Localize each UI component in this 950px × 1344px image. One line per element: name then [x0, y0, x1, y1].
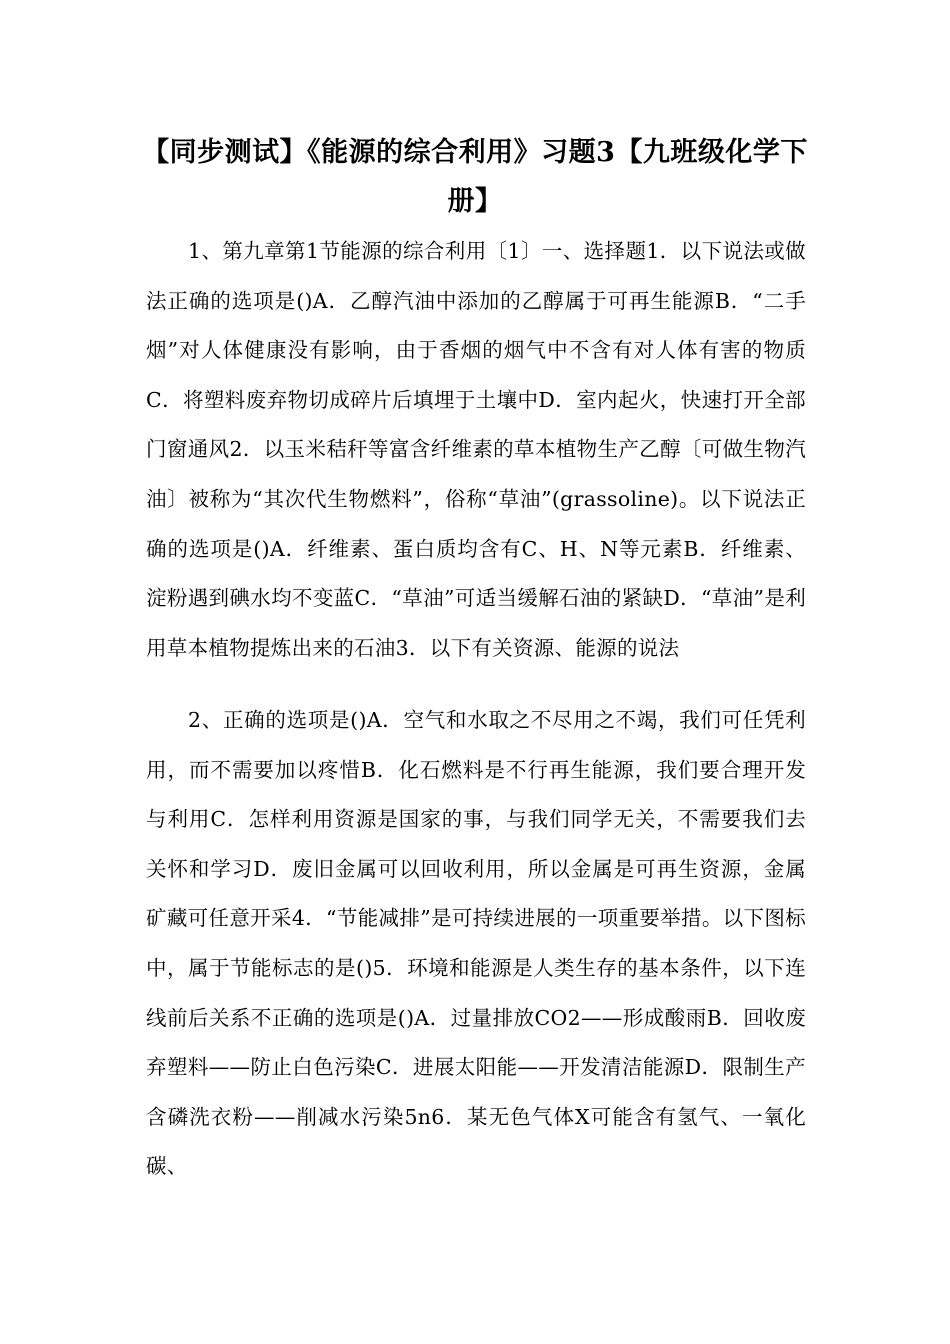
paragraph-1: 1、第九章第1节能源的综合利用〔1〕一、选择题1．以下说法或做法正确的选项是()A．乙醇汽油中添加的乙醇属于可再生能源B．“二手烟”对人体健康没有影响，由于香烟的烟气中不含有对人体有害的物质C．将塑料废弃物切成碎片后填埋于土壤中D．室内起火，快速打开全部门窗通风2．以玉米秸秆等富含纤维素的草本植物生产乙醇〔可做生物汽油〕被称为“其次代生物燃料”，俗称“草油”(grassoline)。以下说法正确的选项是()A．纤维素、蛋白质均含有C、H、N等元素B．纤维素、淀粉遇到碘水均不变蓝C．“草油”可适当缓解石油的紧缺D．“草油”是利用草本植物提炼出来的石油3．以下有关资源、能源的说法	[146, 239, 806, 660]
paragraph-2: 2、正确的选项是()A．空气和水取之不尽用之不竭，我们可任凭利用，而不需要加以疼惜B．化石燃料是不行再生能源，我们要合理开发与利用C．怎样利用资源是国家的事，与我们同学无关，不需要我们去关怀和学习D．废旧金属可以回收利用，所以金属是可再生资源，金属矿藏可任意开采4．“节能减排”是可持续进展的一项重要举措。以下图标中，属于节能标志的是()5．环境和能源是人类生存的基本条件，以下连线前后关系不正确的选项是()A．过量排放CO2——形成酸雨B．回收废弃塑料——防止白色污染C．进展太阳能——开发清洁能源D．限制生产含磷洗衣粉——削减水污染5n6．某无色气体X可能含有氢气、一氧化碳、	[146, 708, 806, 1179]
document-title: 【同步测试】《能源的综合利用》习题3【九班级化学下册】	[142, 137, 808, 217]
